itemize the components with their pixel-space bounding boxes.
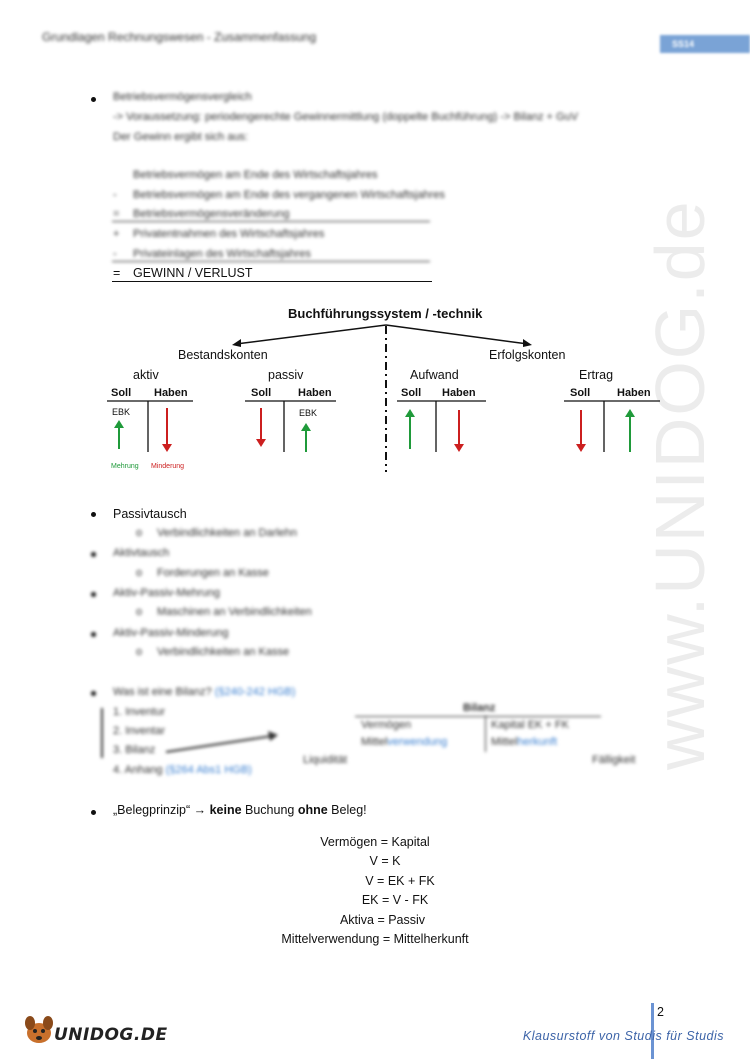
legend-decrease: Minderung — [151, 463, 185, 470]
soll-label: Soll — [401, 387, 422, 399]
equation: Vermögen = Kapital — [320, 835, 430, 849]
calc-sign: + — [113, 228, 120, 240]
section1-line1: -> Voraussetzung: periodengerechte Gewinnermittlung (doppelte Buchführung) -> Bilanz + GuV — [113, 111, 579, 123]
equation: EK = V - FK — [361, 893, 429, 907]
soll-label: Soll — [111, 387, 132, 399]
header-title: Grundlagen Rechnungswesen - Zusammenfassung — [42, 30, 317, 44]
liquiditaet-label: Liquidität — [303, 754, 348, 766]
sub-bullet-icon: o — [136, 646, 143, 658]
item-sub: Verbindlichkeiten an Darlehn — [157, 527, 298, 539]
steps-bracket — [101, 708, 103, 758]
calc-sign: = — [113, 208, 120, 220]
bullet-icon — [91, 592, 96, 597]
step: 2. Inventar — [113, 725, 165, 737]
bilanz-question: Was ist eine Bilanz? (§240-242 HGB) — [113, 686, 296, 698]
anhang-step: 4. Anhang (§264 Abs1 HGB) — [113, 764, 252, 776]
bullet-icon — [91, 810, 96, 815]
bilanz-left-2: Mittelverwendung — [361, 736, 448, 748]
section1-bullet: Betriebsvermögensvergleich — [113, 91, 252, 103]
item-title: Passivtausch — [113, 507, 187, 521]
diagram-title: Buchführungssystem / -technik — [288, 306, 483, 321]
item-title: Aktivtausch — [113, 547, 170, 559]
section1-line2: Der Gewinn ergibt sich aus: — [113, 131, 249, 143]
header-badge: SS14 — [660, 35, 750, 53]
calc-row: Privatentnahmen des Wirtschaftsjahres — [133, 228, 325, 240]
group-bestandskonten: Bestandskonten — [178, 348, 268, 362]
step: 1. Inventur — [113, 706, 165, 718]
calc-sign: - — [113, 189, 117, 201]
bilanz-top-line — [355, 716, 601, 717]
item-title: Aktiv-Passiv-Mehrung — [113, 587, 220, 599]
step: 3. Bilanz — [113, 744, 156, 756]
faelligkeit-label: Fälligkeit — [592, 754, 636, 766]
bullet-icon — [91, 632, 96, 637]
page-number: 2 — [657, 1005, 664, 1019]
haben-label: Haben — [298, 387, 332, 399]
bullet-icon — [91, 552, 96, 557]
calc-sign: - — [113, 248, 117, 260]
result-sign: = — [113, 266, 121, 280]
footer-slogan: Klausurstoff von Studis für Studis — [522, 1029, 724, 1043]
bilanz-arrow-icon — [160, 728, 285, 758]
equation: Aktiva = Passiv — [339, 913, 426, 927]
item-title: Aktiv-Passiv-Minderung — [113, 627, 229, 639]
arrow-right-icon: → — [193, 803, 207, 817]
calc-row: Betriebsvermögensveränderung — [133, 208, 290, 220]
result-text: GEWINN / VERLUST — [133, 266, 253, 280]
calc-row: Privateinlagen des Wirtschaftsjahres — [133, 248, 311, 260]
dog-logo-icon — [22, 1013, 56, 1047]
soll-label: Soll — [251, 387, 272, 399]
haben-label: Haben — [154, 387, 188, 399]
item-sub: Maschinen an Verbindlichkeiten — [157, 606, 312, 618]
belegprinzip: „Belegprinzip“ → keine Buchung ohne Beleg! — [113, 803, 367, 817]
account-aufwand: Aufwand — [410, 368, 459, 382]
legend-increase: Mehrung — [111, 463, 139, 470]
calc-row: Betriebsvermögen am Ende des vergangenen Wirtschaftsjahres — [133, 189, 445, 201]
ebk-label: EBK — [112, 407, 131, 417]
equation: Mittelverwendung = Mittelherkunft — [281, 932, 469, 946]
bullet-icon — [91, 512, 96, 517]
logo-text: UNIDOG.DE — [54, 1025, 168, 1045]
equation: V = K — [369, 854, 401, 868]
haben-label: Haben — [442, 387, 476, 399]
item-sub: Verbindlichkeiten an Kasse — [157, 646, 290, 658]
ebk-label: EBK — [299, 408, 318, 418]
account-passiv: passiv — [268, 368, 304, 382]
sub-bullet-icon: o — [136, 527, 143, 539]
soll-label: Soll — [570, 387, 591, 399]
account-aktiv: aktiv — [133, 368, 159, 382]
account-ertrag: Ertrag — [579, 368, 614, 382]
haben-label: Haben — [617, 387, 651, 399]
bullet-icon — [91, 691, 96, 696]
bilanz-left-1: Vermögen — [361, 719, 412, 731]
equation: V = EK + FK — [365, 874, 435, 888]
calc-row: Betriebsvermögen am Ende des Wirtschaftsjahres — [133, 169, 378, 181]
sub-bullet-icon: o — [136, 567, 143, 579]
group-erfolgskonten: Erfolgskonten — [489, 348, 566, 362]
sub-bullet-icon: o — [136, 606, 143, 618]
bilanz-right-1: Kapital EK + FK — [491, 719, 569, 731]
bilanz-title: Bilanz — [463, 702, 496, 714]
bilanz-right-2: Mittelherkunft — [491, 736, 558, 748]
item-sub: Forderungen an Kasse — [157, 567, 269, 579]
bilanz-mid-line — [485, 716, 486, 752]
watermark: www.UNIDOG.de — [641, 199, 719, 770]
